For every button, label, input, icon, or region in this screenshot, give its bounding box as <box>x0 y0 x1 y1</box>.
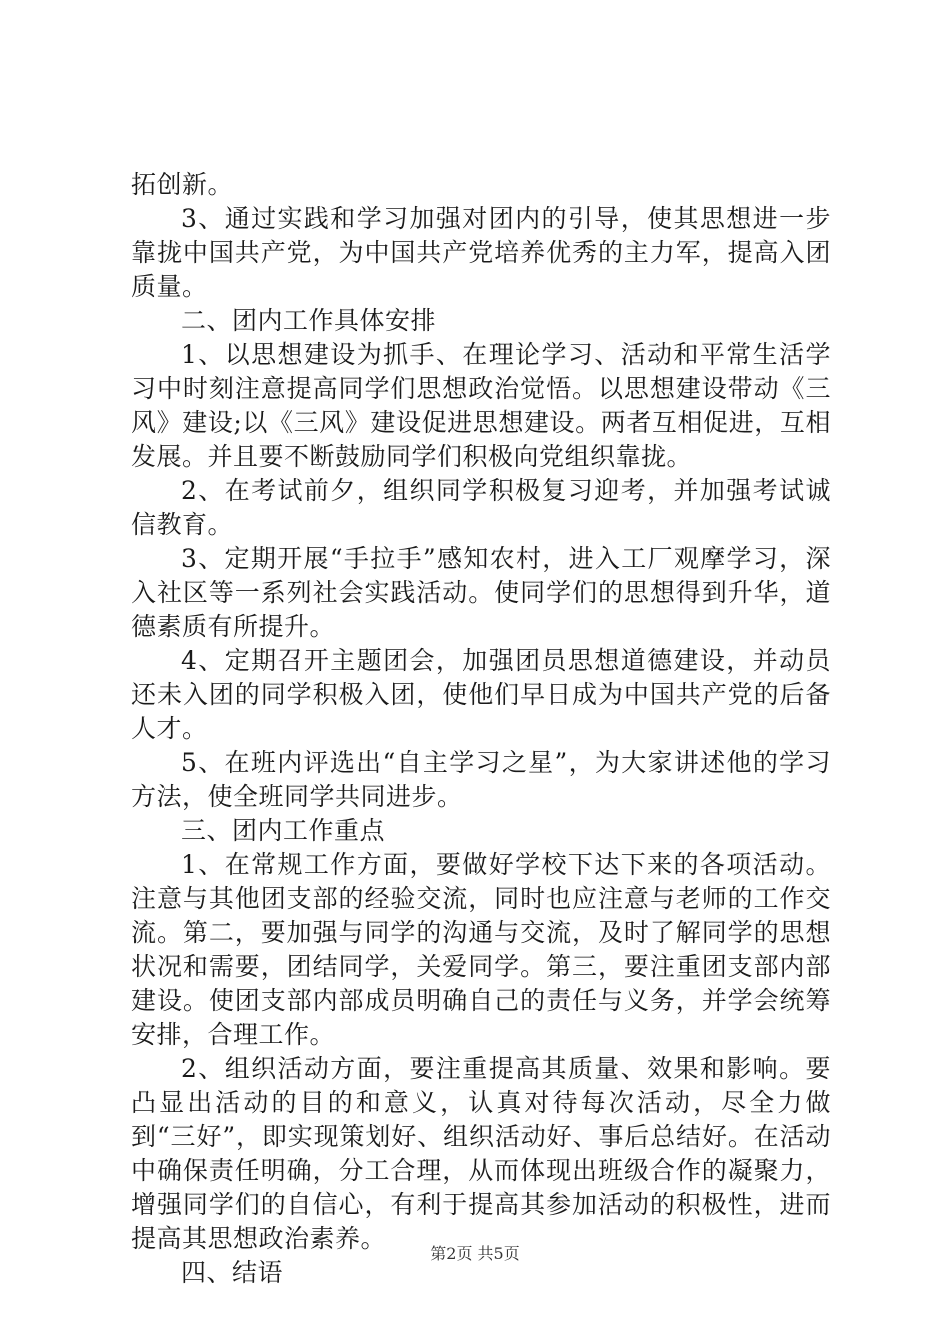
page-number-label: 第2页 共5页 <box>430 1244 520 1263</box>
paragraph-item-3b: 3、定期开展“手拉手”感知农村，进入工厂观摩学习，深入社区等一系列社会实践活动。使同学们的思想得到升华，道德素质有所提升。 <box>131 544 831 641</box>
paragraph-focus-2: 2、组织活动方面，要注重提高其质量、效果和影响。要凸显出活动的目的和意义，认真对待每次活动，尽全力做到“三好”，即实现策划好、组织活动好、事后总结好。在活动中确保责任明确，分工合理，从而体现出班级合作的凝聚力，增强同学们的自信心，有利于提高其参加活动的积极性，进而提高其思想政治素养。 <box>131 1054 831 1253</box>
section-heading-4: 四、结语 <box>181 1258 284 1287</box>
section-heading-2: 二、团内工作具体安排 <box>181 306 437 335</box>
paragraph-continuation: 拓创新。 <box>131 170 234 199</box>
section-heading-3: 三、团内工作重点 <box>181 816 386 845</box>
paragraph-item-4: 4、定期召开主题团会，加强团员思想道德建设，并动员还未入团的同学积极入团，使他们早日成为中国共产党的后备人才。 <box>131 646 831 743</box>
paragraph-item-2: 2、在考试前夕，组织同学积极复习迎考，并加强考试诚信教育。 <box>131 476 831 539</box>
paragraph-item-5: 5、在班内评选出“自主学习之星”，为大家讲述他的学习方法，使全班同学共同进步。 <box>131 748 831 811</box>
paragraph-focus-1: 1、在常规工作方面，要做好学校下达下来的各项活动。注意与其他团支部的经验交流，同时也应注意与老师的工作交流。第二，要加强与同学的沟通与交流，及时了解同学的思想状况和需要，团结同学，关爱同学。第三，要注重团支部内部建设。使团支部内部成员明确自己的责任与义务，并学会统筹安排，合理工作。 <box>131 850 831 1049</box>
page-footer <box>0 1244 950 1264</box>
paragraph-item-1: 1、以思想建设为抓手、在理论学习、活动和平常生活学习中时刻注意提高同学们思想政治觉悟。以思想建设带动《三风》建设;以《三风》建设促进思想建设。两者互相促进，互相发展。并且要不断鼓励同学们积极向党组织靠拢。 <box>131 340 831 471</box>
document-body <box>131 168 831 1290</box>
paragraph-item-3: 3、通过实践和学习加强对团内的引导，使其思想进一步靠拢中国共产党，为中国共产党培养优秀的主力军，提高入团质量。 <box>131 204 831 301</box>
